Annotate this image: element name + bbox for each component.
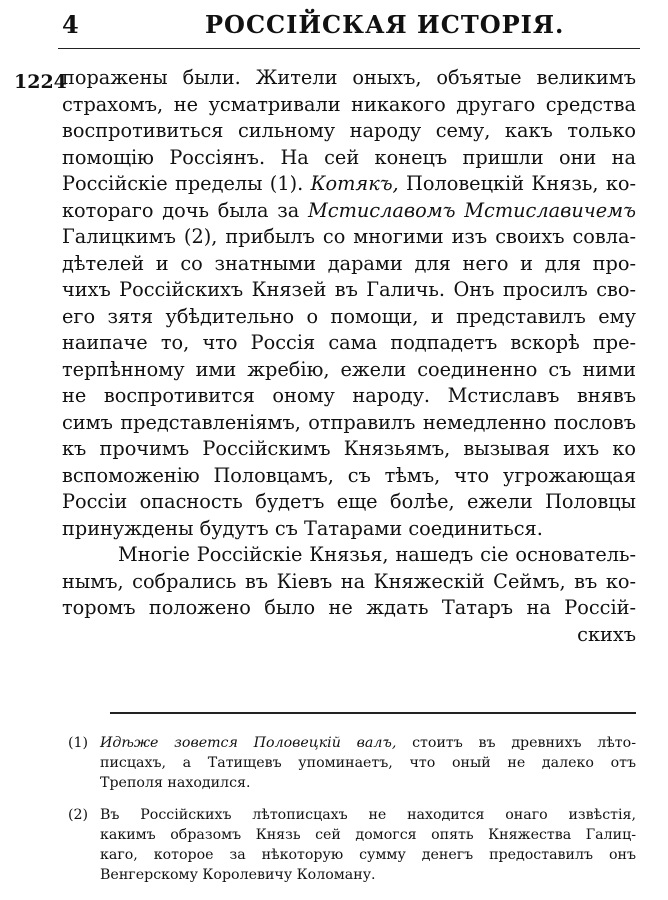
running-head: РОССІЙСКАЯ ИСТОРІЯ.	[205, 10, 565, 39]
body-line: дѣтелей и со знатными дарами для него и для про-	[62, 251, 636, 275]
body-line: поражены были. Жители оныхъ, объятые великимъ	[62, 66, 636, 89]
catchword: скихъ	[577, 622, 636, 646]
footnote-italic: Идѣже зовется Половецкій валъ,	[100, 735, 397, 751]
body-text	[62, 65, 636, 648]
body-fragment: Россійскіе пределы (1).	[62, 172, 311, 195]
body-line: къ прочимъ Россійскимъ Князьямъ, вызывая ихъ ко	[62, 437, 636, 460]
footnote-line: Венгерскому Королевичу Коломану.	[100, 867, 376, 883]
body-line: Россіи опасность будетъ еще болѣе, ежели Половцы	[62, 490, 636, 513]
footnote-fragment: стоитъ въ древнихъ лѣто-	[396, 735, 636, 751]
footnote-line	[100, 733, 636, 753]
body-fragment: Половецкій Князь, ко-	[398, 172, 637, 195]
body-line: симъ представленіямъ, отправилъ немедленно пословъ	[62, 410, 636, 434]
body-line: принуждены будутъ съ Татарами соединиться.	[62, 516, 543, 540]
body-line: чихъ Россійскихъ Князей въ Галичь. Онъ просилъ сво-	[62, 278, 636, 301]
footnote-2	[62, 805, 636, 885]
body-line: терпѣнному ими жребію, ежели соединенно съ ними	[62, 357, 636, 381]
body-line: вспоможенію Половцамъ, съ тѣмъ, что угрожающая	[62, 463, 636, 487]
footnote-line: каго, которое за нѣкоторую сумму денегъ предоставилъ онъ	[100, 847, 636, 863]
footnote-line: Треполя находился.	[100, 775, 251, 791]
body-line: не воспротивится оному народу. Мстиславъ внявъ	[62, 384, 636, 407]
body-line: нымъ, собрались въ Кіевъ на Княжескій Сеймъ, въ ко-	[62, 569, 636, 593]
footnote-1	[62, 733, 636, 793]
footnote-line: Въ Россійскихъ лѣтописцахъ не находится онаго извѣстія,	[100, 807, 636, 823]
body-line: Многіе Россійскіе Князья, нашедъ сіе основатель-	[118, 543, 636, 566]
footnote-rule	[110, 712, 636, 714]
footnote-mark: (1)	[68, 735, 89, 751]
body-line: наипаче то, что Россія сама подпадетъ вскорѣ пре-	[62, 331, 636, 354]
body-line: торомъ положено было не ждать Татаръ на Россій-	[62, 596, 636, 619]
footnote-mark: (2)	[68, 807, 89, 823]
page-number: 4	[62, 10, 79, 39]
body-line	[62, 171, 636, 198]
footnote-line: писцахъ, а Татищевъ упоминаетъ, что оный не далеко отъ	[100, 755, 636, 771]
body-line: его зятя убѣдительно о помощи, и представилъ ему	[62, 304, 636, 328]
body-line: помощію Россіянъ. На сей конецъ пришли они на	[62, 145, 636, 169]
body-line: страхомъ, не усматривали никакого другаго средства	[62, 92, 636, 116]
body-line: Галицкимъ (2), прибылъ со многими изъ своихъ совла-	[62, 225, 636, 248]
name-mstislav: Мстиславомъ Мстиславичемъ	[308, 198, 637, 222]
body-fragment: которaго дочь была за	[62, 198, 309, 222]
body-line: воспротивиться сильному народу сему, какъ только	[62, 119, 636, 142]
footnotes	[62, 733, 636, 897]
footnote-line: какимъ образомъ Князь сей домогся опять Княжества Галиц-	[100, 827, 636, 843]
name-kotyak: Котякъ,	[310, 172, 399, 195]
header-rule	[58, 48, 640, 49]
body-line	[62, 198, 636, 225]
margin-year: 1224	[14, 71, 67, 93]
